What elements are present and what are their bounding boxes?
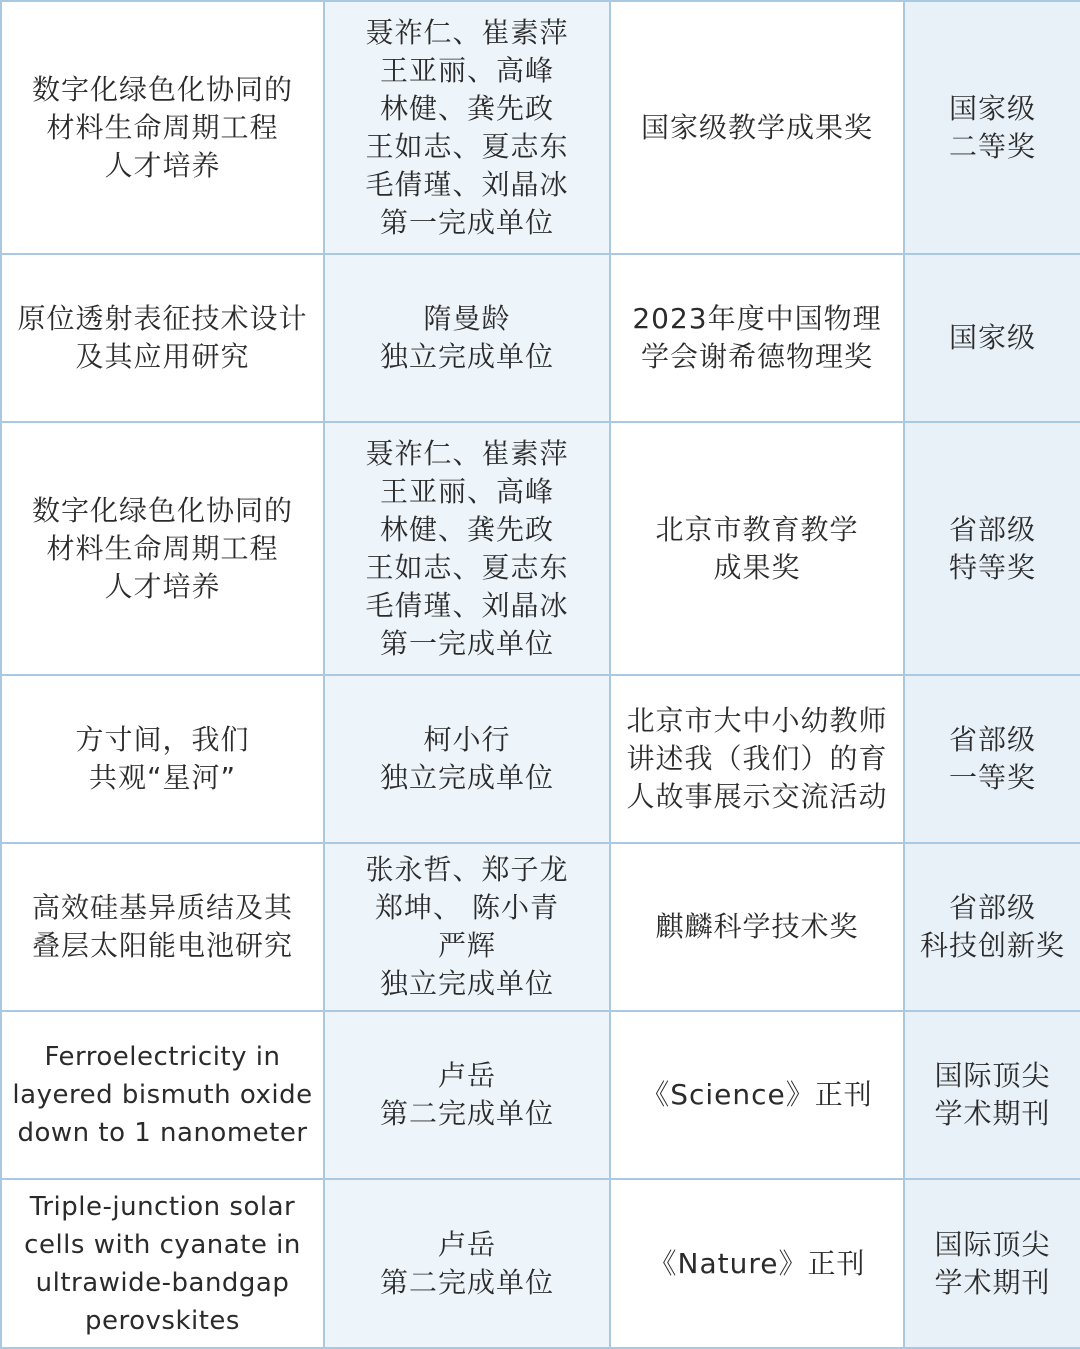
contributor-line: 隋曼龄 [423,302,511,335]
achievement-title-cell [1,1,324,254]
contributor-line: 独立完成单位 [379,340,554,373]
award-line: 北京市教育教学 [655,512,859,546]
contributor-line: 林健、龚先政 [379,512,554,546]
award-level-cell [904,1011,1080,1179]
contributor-line: 第一完成单位 [379,626,554,660]
level-line: 国家级 [948,91,1036,125]
award-line: 成果奖 [713,550,801,584]
contributor-line: 柯小行 [423,723,511,756]
award-line: 《Nature》正刊 [648,1246,866,1280]
achievement-title-cell [1,843,324,1011]
level-line: 国家级 [948,321,1036,354]
award-line: 北京市大中小幼教师 [626,704,888,737]
contributor-line: 独立完成单位 [379,761,554,794]
contributors-cell [324,1011,610,1179]
contributor-line: 张永哲、郑子龙 [365,853,569,886]
table-row [1,1,1080,254]
contributors-cell [324,422,610,675]
contributor-line: 严辉 [437,929,496,962]
contributor-line: 第二完成单位 [379,1097,554,1130]
award-name-cell [610,254,904,422]
title-line: 方寸间，我们 [75,723,250,756]
achievement-title-cell [1,1179,324,1348]
level-line: 二等奖 [948,129,1036,163]
contributors-cell [324,254,610,422]
title-line: down to 1 nanometer [17,1118,308,1148]
contributor-line: 卢岳 [437,1059,496,1092]
table-row [1,254,1080,422]
title-line: 及其应用研究 [75,340,250,373]
title-line: ultrawide-bandgap [35,1267,290,1298]
title-line: 数字化绿色化协同的 [31,493,293,527]
contributor-line: 独立完成单位 [379,967,554,1000]
level-line: 学术期刊 [934,1265,1051,1299]
contributor-line: 林健、龚先政 [379,91,554,125]
title-line: 原位透射表征技术设计 [17,302,308,335]
level-line: 一等奖 [948,761,1036,794]
title-line: 数字化绿色化协同的 [31,72,293,106]
achievement-title-cell [1,254,324,422]
award-name-cell [610,1011,904,1179]
award-line: 国家级教学成果奖 [640,110,873,144]
title-line: 人才培养 [104,148,221,182]
title-line: cells with cyanate in [24,1229,301,1260]
level-line: 国际顶尖 [934,1227,1051,1261]
award-line: 《Science》正刊 [641,1078,873,1111]
achievement-title-cell [1,675,324,843]
contributors-cell [324,843,610,1011]
award-line: 2023年度中国物理 [632,302,882,335]
contributor-line: 第一完成单位 [379,205,554,239]
title-line: 共观“星河” [88,761,236,794]
title-line: 高效硅基异质结及其 [31,891,293,924]
title-line: 叠层太阳能电池研究 [31,929,293,962]
title-line: Ferroelectricity in [44,1042,281,1072]
contributor-line: 郑坤、 陈小青 [375,891,559,924]
level-line: 省部级 [948,512,1036,546]
contributor-line: 毛倩瑾、刘晶冰 [365,167,569,201]
table-row [1,1179,1080,1348]
award-line: 讲述我（我们）的育 [626,742,888,775]
level-line: 国际顶尖 [934,1059,1051,1092]
title-line: layered bismuth oxide [12,1080,313,1110]
contributor-line: 聂祚仁、崔素萍 [365,436,569,470]
award-line: 人故事展示交流活动 [626,780,888,813]
contributor-line: 王如志、夏志东 [365,550,569,584]
level-line: 省部级 [948,891,1036,924]
table-row [1,843,1080,1011]
contributor-line: 毛倩瑾、刘晶冰 [365,588,569,622]
table-row [1,675,1080,843]
award-name-cell [610,843,904,1011]
award-level-cell [904,1179,1080,1348]
title-line: 材料生命周期工程 [46,110,279,144]
award-level-cell [904,675,1080,843]
award-name-cell [610,1,904,254]
award-name-cell [610,422,904,675]
title-line: Triple-junction solar [29,1191,296,1222]
achievement-title-cell [1,1011,324,1179]
contributor-line: 聂祚仁、崔素萍 [365,15,569,49]
contributor-line: 卢岳 [437,1227,496,1261]
achievement-title-cell [1,422,324,675]
table-row [1,422,1080,675]
title-line: perovskites [85,1305,240,1336]
contributors-cell [324,1,610,254]
contributor-line: 王亚丽、高峰 [379,53,554,87]
title-line: 人才培养 [104,569,221,603]
contributor-line: 王如志、夏志东 [365,129,569,163]
level-line: 科技创新奖 [919,929,1065,962]
award-line: 麒麟科学技术奖 [655,910,859,943]
level-line: 特等奖 [948,550,1036,584]
contributor-line: 王亚丽、高峰 [379,474,554,508]
level-line: 省部级 [948,723,1036,756]
award-level-cell [904,1,1080,254]
award-name-cell [610,1179,904,1348]
award-level-cell [904,843,1080,1011]
award-name-cell [610,675,904,843]
table-row [1,1011,1080,1179]
award-line: 学会谢希德物理奖 [640,340,873,373]
level-line: 学术期刊 [934,1097,1051,1130]
contributors-cell [324,675,610,843]
title-line: 材料生命周期工程 [46,531,279,565]
award-level-cell [904,254,1080,422]
award-level-cell [904,422,1080,675]
contributors-cell [324,1179,610,1348]
contributor-line: 第二完成单位 [379,1265,554,1299]
